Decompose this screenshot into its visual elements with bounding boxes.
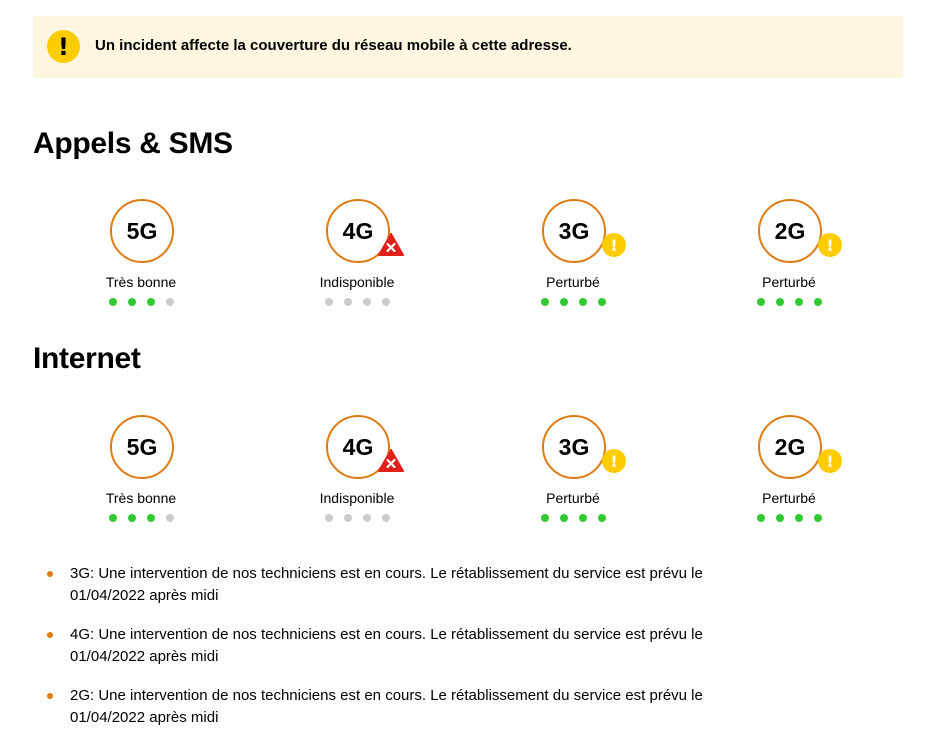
network-generation-badge: 3G bbox=[542, 199, 606, 263]
signal-dot-off bbox=[325, 298, 333, 306]
warning-icon: ! bbox=[602, 449, 626, 473]
bullet-icon bbox=[47, 693, 53, 699]
warning-icon: ! bbox=[818, 449, 842, 473]
signal-level-indicator bbox=[724, 298, 854, 306]
signal-dot-on bbox=[128, 514, 136, 522]
network-generation-badge: 5G bbox=[110, 415, 174, 479]
network-generation-badge: 2G bbox=[758, 415, 822, 479]
signal-dot-on bbox=[109, 298, 117, 306]
signal-dot-on bbox=[109, 514, 117, 522]
signal-dot-off bbox=[166, 298, 174, 306]
signal-dot-on bbox=[776, 514, 784, 522]
signal-dot-on bbox=[814, 298, 822, 306]
signal-dot-on bbox=[541, 514, 549, 522]
incident-note bbox=[45, 685, 785, 729]
warning-icon: ! bbox=[818, 233, 842, 257]
signal-level-indicator bbox=[292, 514, 422, 522]
network-generation-badge: 4G bbox=[326, 415, 390, 479]
signal-dot-on bbox=[541, 298, 549, 306]
warning-icon: ! bbox=[602, 233, 626, 257]
signal-dot-off bbox=[166, 514, 174, 522]
section-title-internet: Internet bbox=[33, 342, 141, 375]
incident-alert bbox=[33, 16, 903, 78]
signal-dot-off bbox=[382, 514, 390, 522]
bullet-icon bbox=[47, 571, 53, 577]
network-generation-badge: 5G bbox=[110, 199, 174, 263]
signal-dot-on bbox=[147, 514, 155, 522]
signal-dot-off bbox=[325, 514, 333, 522]
network-generation-badge: 4G bbox=[326, 199, 390, 263]
signal-dot-on bbox=[560, 514, 568, 522]
section-title-calls-sms: Appels & SMS bbox=[33, 127, 233, 160]
signal-dot-off bbox=[363, 298, 371, 306]
bullet-icon bbox=[47, 632, 53, 638]
signal-level-indicator bbox=[76, 514, 206, 522]
network-status-label: Perturbé bbox=[546, 274, 600, 290]
signal-dot-on bbox=[776, 298, 784, 306]
warning-icon: ! bbox=[47, 30, 80, 63]
signal-dot-on bbox=[598, 298, 606, 306]
signal-dot-on bbox=[579, 298, 587, 306]
signal-level-indicator bbox=[292, 298, 422, 306]
note-text-line: 01/04/2022 après midi bbox=[70, 648, 219, 665]
signal-level-indicator bbox=[76, 298, 206, 306]
network-status-label: Indisponible bbox=[319, 274, 395, 290]
signal-dot-on bbox=[795, 298, 803, 306]
signal-dot-off bbox=[382, 298, 390, 306]
network-status-label: Perturbé bbox=[762, 490, 816, 506]
incident-note bbox=[45, 624, 785, 668]
note-text-line: 3G: Une intervention de nos techniciens est en cours. Le rétablissement du service est prévu le bbox=[70, 565, 703, 582]
incident-note bbox=[45, 563, 785, 607]
note-text-line: 01/04/2022 après midi bbox=[70, 709, 219, 726]
network-status-label: Très bonne bbox=[105, 274, 177, 290]
signal-level-indicator bbox=[508, 514, 638, 522]
signal-dot-on bbox=[147, 298, 155, 306]
network-generation-badge: 3G bbox=[542, 415, 606, 479]
network-generation-badge: 2G bbox=[758, 199, 822, 263]
signal-dot-on bbox=[128, 298, 136, 306]
signal-dot-on bbox=[579, 514, 587, 522]
signal-level-indicator bbox=[724, 514, 854, 522]
signal-dot-on bbox=[814, 514, 822, 522]
alert-message: Un incident affecte la couverture du réseau mobile à cette adresse. bbox=[95, 37, 572, 54]
signal-dot-on bbox=[560, 298, 568, 306]
network-status-label: Très bonne bbox=[105, 490, 177, 506]
network-status-label: Indisponible bbox=[319, 490, 395, 506]
network-status-label: Perturbé bbox=[546, 490, 600, 506]
signal-dot-on bbox=[757, 514, 765, 522]
signal-dot-on bbox=[757, 298, 765, 306]
signal-dot-off bbox=[363, 514, 371, 522]
incident-notes-list bbox=[45, 563, 785, 746]
signal-dot-on bbox=[795, 514, 803, 522]
network-status-label: Perturbé bbox=[762, 274, 816, 290]
note-text-line: 4G: Une intervention de nos techniciens est en cours. Le rétablissement du service est prévu le bbox=[70, 626, 703, 643]
note-text-line: 2G: Une intervention de nos techniciens est en cours. Le rétablissement du service est prévu le bbox=[70, 687, 703, 704]
signal-dot-off bbox=[344, 514, 352, 522]
signal-dot-off bbox=[344, 298, 352, 306]
note-text-line: 01/04/2022 après midi bbox=[70, 587, 219, 604]
signal-dot-on bbox=[598, 514, 606, 522]
signal-level-indicator bbox=[508, 298, 638, 306]
